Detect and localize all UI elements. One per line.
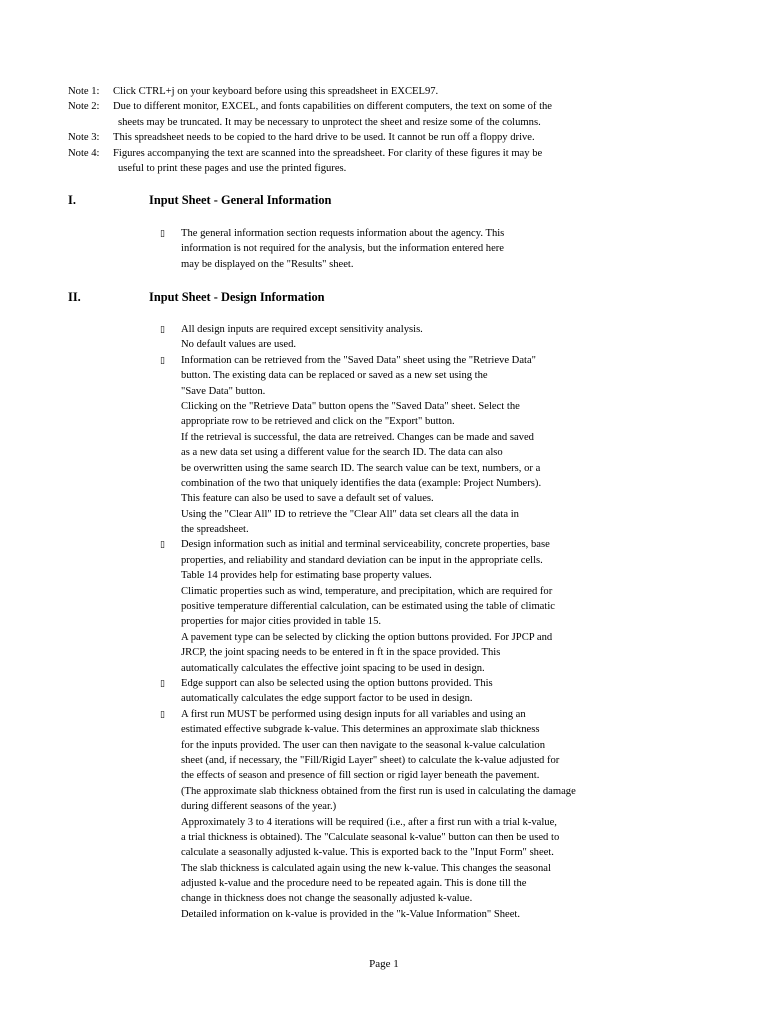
bullet-line: may be displayed on the "Results" sheet.	[181, 258, 354, 270]
bullet-line: Edge support can also be selected using the option buttons provided. This	[181, 677, 493, 689]
bullet-line: be overwritten using the same search ID. The search value can be text, numbers, or a	[181, 462, 541, 474]
note-label: Note 4:	[68, 147, 100, 159]
bullet-line: Design information such as initial and terminal serviceability, concrete properties, base	[181, 539, 550, 551]
bullet-line: Climatic properties such as wind, temperature, and precipitation, which are required for	[181, 585, 553, 597]
note-line	[68, 130, 552, 145]
note-text: This spreadsheet needs to be copied to the hard drive to be used. It cannot be run off a floppy drive.	[113, 132, 535, 144]
bullet-line: Table 14 provides help for estimating base property values.	[181, 570, 432, 582]
bullet-box-icon: ▯	[160, 354, 165, 365]
section-1-bullets	[160, 226, 504, 272]
bullet-line: the effects of season and presence of fill section or rigid layer beneath the pavement.	[181, 770, 540, 782]
bullet-line: properties for major cities provided in table 15.	[181, 616, 382, 628]
note-line	[68, 115, 552, 130]
bullet-line: combination of the two that uniquely identifies the data (example: Project Numbers).	[181, 477, 542, 489]
bullet-line: Information can be retrieved from the "Saved Data" sheet using the "Retrieve Data"	[181, 354, 536, 366]
bullet-line: positive temperature differential calculation, can be estimated using the table of climatic	[181, 601, 555, 613]
notes-block	[68, 84, 552, 176]
note-line	[68, 146, 552, 161]
section-number: I.	[68, 193, 76, 207]
bullet-item	[160, 226, 504, 272]
note-label: Note 2:	[68, 101, 100, 113]
bullet-line: the spreadsheet.	[181, 524, 249, 536]
note-label: Note 1:	[68, 86, 100, 97]
note-text: useful to print these pages and use the printed figures.	[118, 163, 347, 175]
note-text: Figures accompanying the text are scanned into the spreadsheet. For clarity of these figures it may be	[113, 147, 543, 159]
bullet-line: JRCP, the joint spacing needs to be entered in ft in the space provided. This	[181, 647, 501, 659]
bullet-line: as a new data set using a different value for the search ID. The data can also	[181, 447, 503, 459]
bullet-line: (The approximate slab thickness obtained from the first run is used in calculating the damage	[181, 785, 576, 797]
bullet-box-icon: ▯	[160, 324, 165, 334]
bullet-box-icon: ▯	[160, 708, 165, 719]
bullet-line: adjusted k-value and the procedure need to be repeated again. This is done till the	[181, 878, 527, 890]
bullet-line: This feature can also be used to save a default set of values.	[181, 493, 434, 505]
bullet-item	[160, 322, 576, 353]
section-heading-2	[68, 289, 325, 305]
bullet-line: a trial thickness is obtained). The "Calculate seasonal k-value" button can then be used to	[181, 831, 560, 843]
bullet-line: Approximately 3 to 4 iterations will be required (i.e., after a first run with a trial k-value,	[181, 816, 557, 828]
bullet-line: automatically calculates the edge support factor to be used in design.	[181, 693, 473, 705]
note-label: Note 3:	[68, 132, 100, 144]
bullet-line: calculate a seasonally adjusted k-value. This is exported back to the "Input Form" sheet.	[181, 847, 554, 859]
bullet-line: button. The existing data can be replaced or saved as a new set using the	[181, 370, 488, 382]
bullet-line: automatically calculates the effective joint spacing to be used in design.	[181, 662, 485, 674]
bullet-box-icon: ▯	[160, 677, 165, 688]
section-title: Input Sheet - Design Information	[149, 290, 325, 304]
bullet-line: Detailed information on k-value is provided in the "k-Value Information" Sheet.	[181, 908, 521, 920]
bullet-item	[160, 707, 576, 922]
bullet-line: A pavement type can be selected by clicking the option buttons provided. For JPCP and	[181, 631, 553, 643]
bullet-box-icon: ▯	[160, 539, 165, 550]
bullet-line: The general information section requests information about the agency. This	[181, 228, 505, 239]
bullet-line: If the retrieval is successful, the data are retreived. Changes can be made and saved	[181, 431, 534, 443]
bullet-item	[160, 537, 576, 676]
bullet-line: "Save Data" button.	[181, 385, 266, 397]
bullet-line: properties, and reliability and standard deviation can be input in the appropriate cells.	[181, 554, 543, 566]
section-2-bullets	[160, 322, 576, 922]
note-text: Due to different monitor, EXCEL, and fonts capabilities on different computers, the text on some of the	[113, 101, 553, 113]
bullet-line: appropriate row to be retrieved and click on the "Export" button.	[181, 416, 455, 428]
bullet-line: for the inputs provided. The user can then navigate to the seasonal k-value calculation	[181, 739, 545, 751]
bullet-line: No default values are used.	[181, 339, 297, 351]
bullet-line: Using the "Clear All" ID to retrieve the "Clear All" data set clears all the data in	[181, 508, 519, 520]
bullet-line: during different seasons of the year.)	[181, 801, 337, 813]
bullet-box-icon: ▯	[160, 228, 165, 238]
bullet-item	[160, 676, 576, 707]
note-line	[68, 161, 552, 176]
bullet-line: change in thickness does not change the seasonally adjusted k-value.	[181, 893, 473, 905]
section-number: II.	[68, 290, 81, 304]
bullet-line: estimated effective subgrade k-value. This determines an approximate slab thickness	[181, 724, 540, 736]
section-heading-1	[68, 192, 331, 208]
bullet-line: The slab thickness is calculated again using the new k-value. This changes the seasonal	[181, 862, 551, 874]
page-footer: Page 1	[369, 958, 399, 970]
note-line	[68, 84, 552, 99]
note-text: sheets may be truncated. It may be necessary to unprotect the sheet and resize some of the columns.	[118, 116, 541, 128]
bullet-line: A first run MUST be performed using design inputs for all variables and using an	[181, 708, 526, 720]
note-line	[68, 99, 552, 114]
section-title: Input Sheet - General Information	[149, 193, 332, 207]
bullet-line: Clicking on the "Retrieve Data" button opens the "Saved Data" sheet. Select the	[181, 400, 520, 412]
bullet-line: All design inputs are required except sensitivity analysis.	[181, 324, 423, 335]
bullet-line: information is not required for the analysis, but the information entered here	[181, 243, 505, 255]
note-text: Click CTRL+j on your keyboard before using this spreadsheet in EXCEL97.	[113, 86, 439, 97]
bullet-item	[160, 353, 576, 538]
bullet-line: sheet (and, if necessary, the "Fill/Rigid Layer" sheet) to calculate the k-value adjusted for	[181, 754, 560, 766]
